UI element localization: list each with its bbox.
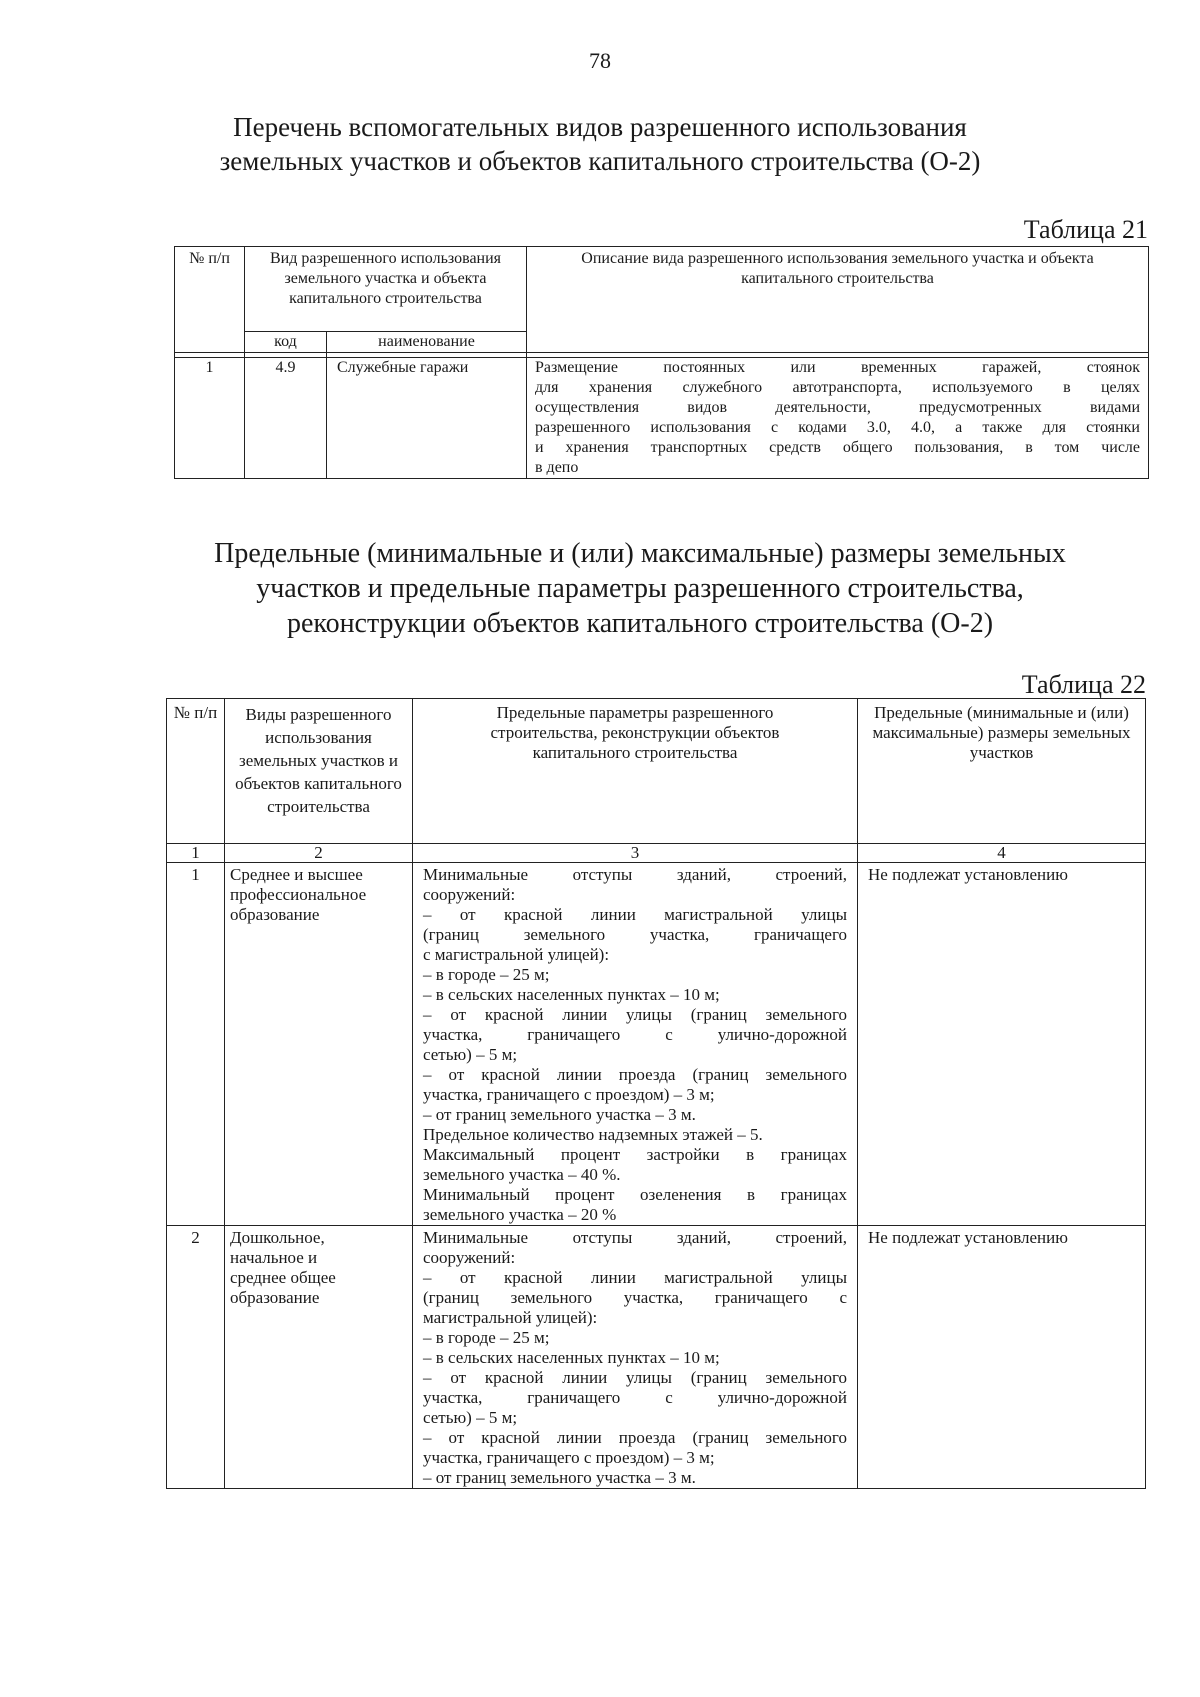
params-line: Предельное количество надземных этажей – 5. [423, 1125, 763, 1144]
description-line: для хранения служебного автотранспорта, используемого в целях [535, 379, 1140, 396]
table-row [175, 358, 1149, 479]
cell-sizes: Не подлежат установлению [858, 1226, 1146, 1489]
column-number: 4 [858, 844, 1146, 863]
table-21-label: Таблица 21 [1023, 215, 1148, 244]
cell-num: 1 [175, 358, 245, 479]
description-line: разрешенного использования с кодами 3.0, 4.0, а также для стоянки [535, 419, 1140, 436]
column-number: 2 [225, 844, 413, 863]
table-21 [174, 246, 1149, 479]
header-code: код [245, 332, 327, 353]
params-line: – от красной линии улицы (границ земельного [423, 1368, 847, 1387]
table-22-label: Таблица 22 [1021, 670, 1146, 699]
params-line: магистральной улицей): [423, 1308, 598, 1327]
params-line: – от красной линии проезда (границ земельного [423, 1065, 847, 1084]
cell-num: 1 [167, 863, 225, 1226]
header-description: Описание вида разрешенного использования земельного участка и объекта капитального строительства [527, 247, 1149, 353]
cell-params [413, 1226, 858, 1489]
params-line: – от красной линии магистральной улицы [423, 905, 847, 924]
params-line: земельного участка – 40 %. [423, 1165, 621, 1184]
params-line: с магистральной улицей): [423, 945, 610, 964]
params-line: – от красной линии улицы (границ земельного [423, 1005, 847, 1024]
params-line: – в городе – 25 м; [423, 1328, 550, 1347]
cell-params [413, 863, 858, 1226]
header-name: наименование [327, 332, 527, 353]
description-line: осуществления видов деятельности, предусмотренных видами [535, 399, 1140, 416]
column-number: 1 [167, 844, 225, 863]
params-line: Максимальный процент застройки в границах [423, 1145, 847, 1164]
table-row [167, 863, 1146, 1226]
header-params: Предельные параметры разрешенного строительства, реконструкции объектов капитального строительства [413, 699, 858, 844]
params-line: сетью) – 5 м; [423, 1408, 518, 1427]
header-kind: Вид разрешенного использования земельного участка и объекта капитального строительства [245, 247, 527, 332]
heading-auxiliary-uses [150, 110, 1050, 178]
params-line: сооружений: [423, 885, 516, 904]
cell-kind: Среднее и высшее профессиональное образование [225, 863, 413, 1226]
heading-line: земельных участков и объектов капитального строительства (О-2) [219, 146, 981, 176]
params-line: (границ земельного участка, граничащего [423, 925, 847, 944]
params-line: Минимальные отступы зданий, строений, [423, 865, 847, 884]
heading-line: Перечень вспомогательных видов разрешенного использования [233, 112, 967, 142]
cell-sizes: Не подлежат установлению [858, 863, 1146, 1226]
params-line: сетью) – 5 м; [423, 1045, 518, 1064]
column-number-row [167, 844, 1146, 863]
params-line: – в городе – 25 м; [423, 965, 550, 984]
params-line: земельного участка – 20 % [423, 1205, 617, 1224]
params-line: сооружений: [423, 1248, 516, 1267]
params-line: – в сельских населенных пунктах – 10 м; [423, 1348, 720, 1367]
cell-code: 4.9 [245, 358, 327, 479]
header-kinds: Виды разрешенного использования земельных участков и объектов капитального строительства [225, 699, 413, 844]
cell-kind: Дошкольное, начальное и среднее общее образование [225, 1226, 413, 1489]
header-num: № п/п [175, 247, 245, 353]
params-line: (границ земельного участка, граничащего с [423, 1288, 847, 1307]
description-line: и хранения транспортных средств общего пользования, в том числе [535, 439, 1140, 456]
params-line: – от границ земельного участка – 3 м. [423, 1105, 696, 1124]
page-number: 78 [589, 48, 611, 73]
cell-name: Служебные гаражи [327, 358, 527, 479]
table-22 [166, 698, 1146, 1489]
header-num: № п/п [167, 699, 225, 844]
params-line: участка, граничащего с улично-дорожной [423, 1025, 847, 1044]
params-line: участка, граничащего с проездом) – 3 м; [423, 1085, 715, 1104]
heading-line: реконструкции объектов капитального строительства (О-2) [286, 608, 994, 639]
params-line: – от границ земельного участка – 3 м. [423, 1468, 696, 1487]
params-line: Минимальные отступы зданий, строений, [423, 1228, 847, 1247]
heading-line: участков и предельные параметры разрешенного строительства, [256, 573, 1024, 604]
params-line: участка, граничащего с улично-дорожной [423, 1388, 847, 1407]
table-row [167, 1226, 1146, 1489]
header-sizes: Предельные (минимальные и (или) максимальные) размеры земельных участков [858, 699, 1146, 844]
heading-line: Предельные (минимальные и (или) максимальные) размеры земельных [214, 538, 1066, 569]
params-line: – в сельских населенных пунктах – 10 м; [423, 985, 720, 1004]
column-number: 3 [413, 844, 858, 863]
description-line: Размещение постоянных или временных гаражей, стоянок [535, 359, 1140, 376]
params-line: Минимальный процент озеленения в границах [423, 1185, 847, 1204]
cell-description [527, 358, 1149, 479]
heading-limits [190, 536, 1090, 641]
description-line: в депо [535, 459, 579, 476]
params-line: – от красной линии проезда (границ земельного [423, 1428, 847, 1447]
cell-num: 2 [167, 1226, 225, 1489]
params-line: – от красной линии магистральной улицы [423, 1268, 847, 1287]
params-line: участка, граничащего с проездом) – 3 м; [423, 1448, 715, 1467]
